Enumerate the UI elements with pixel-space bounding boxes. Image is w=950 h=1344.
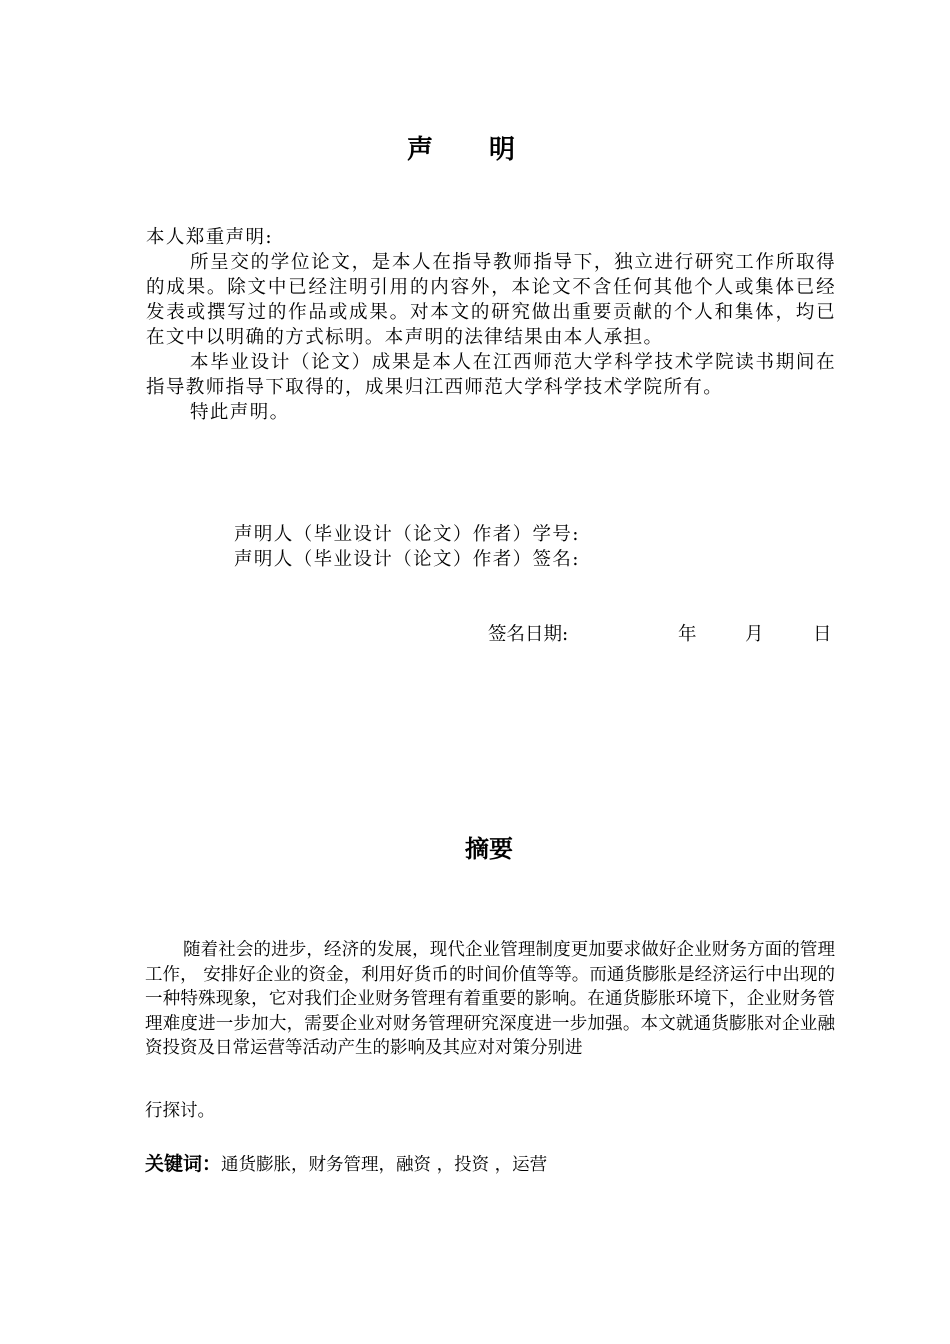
signer-name-label: 声明人（毕业设计（论文）作者）签名: — [234, 549, 580, 570]
date-day: 日 — [813, 624, 832, 645]
declaration-title: 声明 — [406, 135, 571, 165]
keywords-label: 关键词： — [145, 1153, 222, 1175]
abstract-title: 摘要 — [465, 835, 513, 863]
declaration-body — [146, 225, 836, 425]
date-month: 月 — [745, 624, 764, 645]
keywords-value: 通货膨胀，财务管理，融资 ，投资 ，运营 — [221, 1155, 548, 1175]
abstract-paragraph: 随着社会的进步，经济的发展，现代企业管理制度更加要求做好企业财务方面的管理工作， 安排好企业的资金，利用好货币的时间价值等等。而通货膨胀是经济运行中出现的一种特殊现象，它对我们企业财务管理有着重要的影响。在通货膨胀环境下，企业财务管理难度进一步加大，需要企业对财务管理研究深度进一步加强。本文就通货膨胀对企业融资投资及日常运营等活动产生的影响及其应对对策分别进 — [145, 940, 835, 1058]
declaration-intro: 本人郑重声明: — [146, 227, 274, 248]
date-year: 年 — [678, 624, 697, 645]
abstract-tail: 行探讨。 — [145, 1101, 215, 1121]
signer-block — [234, 522, 580, 572]
date-label: 签名日期: — [488, 624, 569, 645]
keywords-line — [145, 1151, 547, 1178]
declaration-paragraph-2: 本毕业设计（论文）成果是本人在江西师范大学科学技术学院读书期间在指导教师指导下取得的，成果归江西师范大学科学技术学院所有。 — [146, 352, 836, 398]
declaration-closing: 特此声明。 — [190, 402, 290, 423]
declaration-paragraph-1: 所呈交的学位论文，是本人在指导教师指导下，独立进行研究工作所取得的成果。除文中已经注明引用的内容外，本论文不含任何其他个人或集体已经发表或撰写过的作品或成果。对本文的研究做出重要贡献的个人和集体，均已在文中以明确的方式标明。本声明的法律结果由本人承担。 — [146, 252, 836, 348]
signer-id-label: 声明人（毕业设计（论文）作者）学号: — [234, 524, 580, 545]
abstract-body — [145, 938, 835, 1061]
